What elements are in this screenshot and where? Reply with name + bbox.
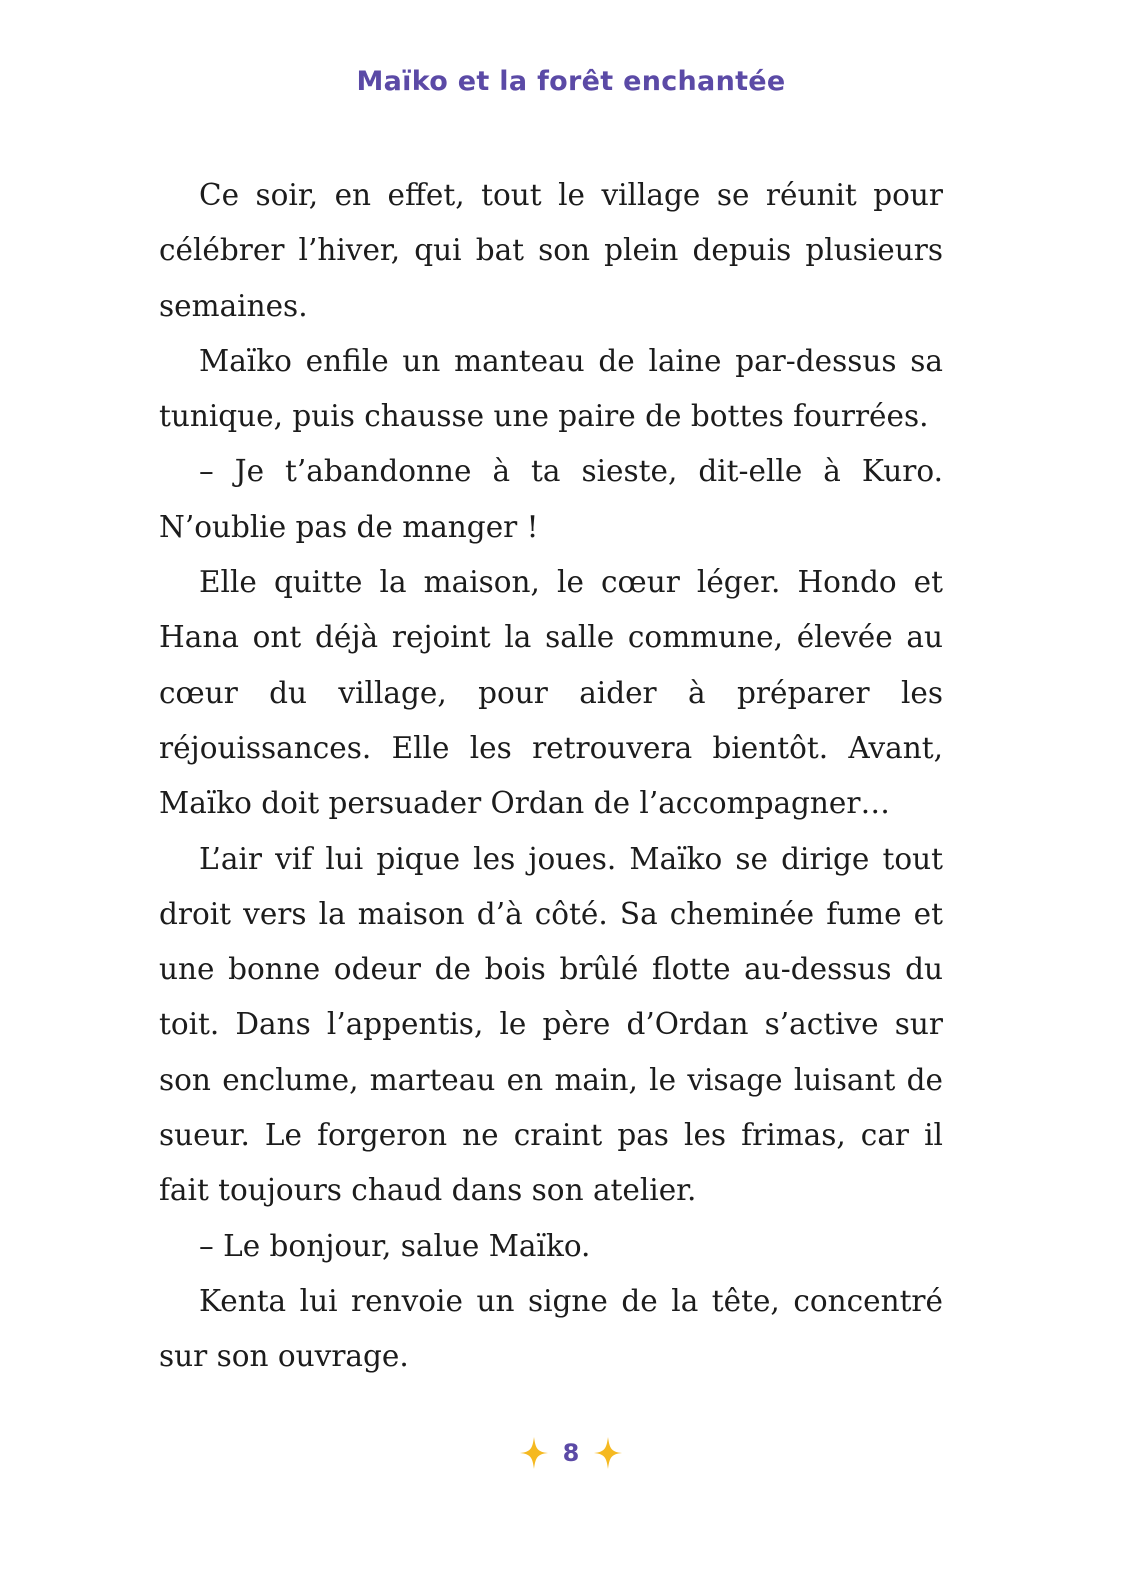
star-icon <box>519 1436 549 1470</box>
paragraph: Maïko enfile un manteau de laine par-dessus sa tunique, puis chausse une paire de bottes fourrées. <box>159 343 943 434</box>
paragraph: Kenta lui renvoie un signe de la tête, concentré sur son ouvrage. <box>159 1283 943 1374</box>
page-number: 8 <box>562 1439 580 1467</box>
body-text <box>159 168 943 1385</box>
paragraph: Elle quitte la maison, le cœur léger. Hondo et Hana ont déjà rejoint la salle commune, élevée au cœur du village, pour aider à préparer les réjouissances. Elle les retrouvera bientôt. Avant, Maïko doit persuader Ordan de l’accompagner… <box>159 565 943 821</box>
paragraph: – Le bonjour, salue Maïko. <box>199 1228 591 1263</box>
page-footer <box>0 1436 1142 1470</box>
paragraph: – Je t’abandonne à ta sieste, dit-elle à Kuro. N’oublie pas de manger ! <box>159 454 943 544</box>
running-header-title: Maïko et la forêt enchantée <box>356 66 786 97</box>
paragraph: L’air vif lui pique les joues. Maïko se dirige tout droit vers la maison d’à côté. Sa cheminée fume et une bonne odeur de bois brûlé flotte au-dessus du toit. Dans l’appentis, le père d’Ordan s’active sur son enclume, marteau en main, le visage luisant de sueur. Le forgeron ne craint pas les frimas, car il fait toujours chaud dans son atelier. <box>159 841 943 1208</box>
star-icon <box>593 1436 623 1470</box>
paragraph: Ce soir, en effet, tout le village se réunit pour célébrer l’hiver, qui bat son plein depuis plusieurs semaines. <box>159 178 943 323</box>
